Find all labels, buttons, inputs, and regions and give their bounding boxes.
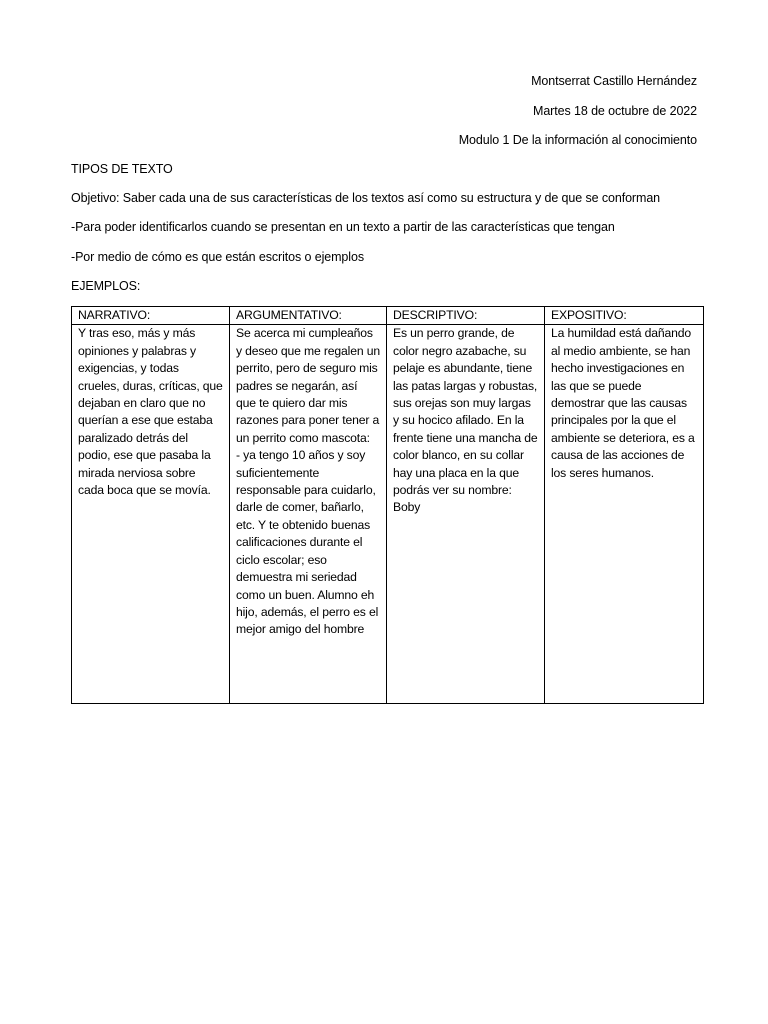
table-row: [72, 325, 704, 704]
cell-argumentativo: Se acerca mi cumpleaños y deseo que me regalen un perrito, pero de seguro mis padres se negarán, así que te quiero dar mis razones para poner tener a un perrito como mascota: - ya tengo 10 años y soy suficientemente responsable para cuidarlo, darle de comer, bañarlo, etc. Y te obtenido buenas calificaciones durante el ciclo escolar; eso demuestra mi seriedad como un buen. Alumno eh hijo, además, el perro es el mejor amigo del hombre: [230, 325, 387, 704]
table-header-row: [72, 307, 704, 325]
header-expositivo: EXPOSITIVO:: [545, 307, 704, 325]
text-types-table: [71, 306, 704, 704]
module-title: Modulo 1 De la información al conocimiento: [458, 133, 697, 147]
document-date: Martes 18 de octubre de 2022: [533, 104, 697, 118]
examples-label: EJEMPLOS:: [71, 279, 141, 293]
header-argumentativo: ARGUMENTATIVO:: [230, 307, 387, 325]
cell-expositivo: La humildad está dañando al medio ambiente, se han hecho investigaciones en las que se puede demostrar que las causas principales por la que el ambiente se deteriora, es a causa de las acciones de los seres humanos.: [545, 325, 704, 704]
cell-narrativo: Y tras eso, más y más opiniones y palabras y exigencias, y todas crueles, duras, críticas, que dejaban en claro que no querían a ese que estaba paralizado detrás del podio, ese que pasaba la mirada nerviosa sobre cada boca que se movía.: [72, 325, 230, 704]
header-narrativo: NARRATIVO:: [72, 307, 230, 325]
objective-text: Objetivo: Saber cada una de sus características de los textos así como su estructura y de que se conforman: [71, 191, 661, 205]
cell-descriptivo: Es un perro grande, de color negro azabache, su pelaje es abundante, tiene las patas largas y robustas, sus orejas son muy largas y su hocico afilado. En la frente tiene una mancha de color blanco, en su collar hay una placa en la que podrás ver su nombre: Boby: [387, 325, 545, 704]
objective-point-1: -Para poder identificarlos cuando se presentan en un texto a partir de las características que tengan: [71, 220, 615, 234]
author-name: Montserrat Castillo Hernández: [531, 74, 697, 88]
objective-point-2: -Por medio de cómo es que están escritos o ejemplos: [71, 250, 364, 264]
document-title: TIPOS DE TEXTO: [71, 162, 173, 176]
header-descriptivo: DESCRIPTIVO:: [387, 307, 545, 325]
